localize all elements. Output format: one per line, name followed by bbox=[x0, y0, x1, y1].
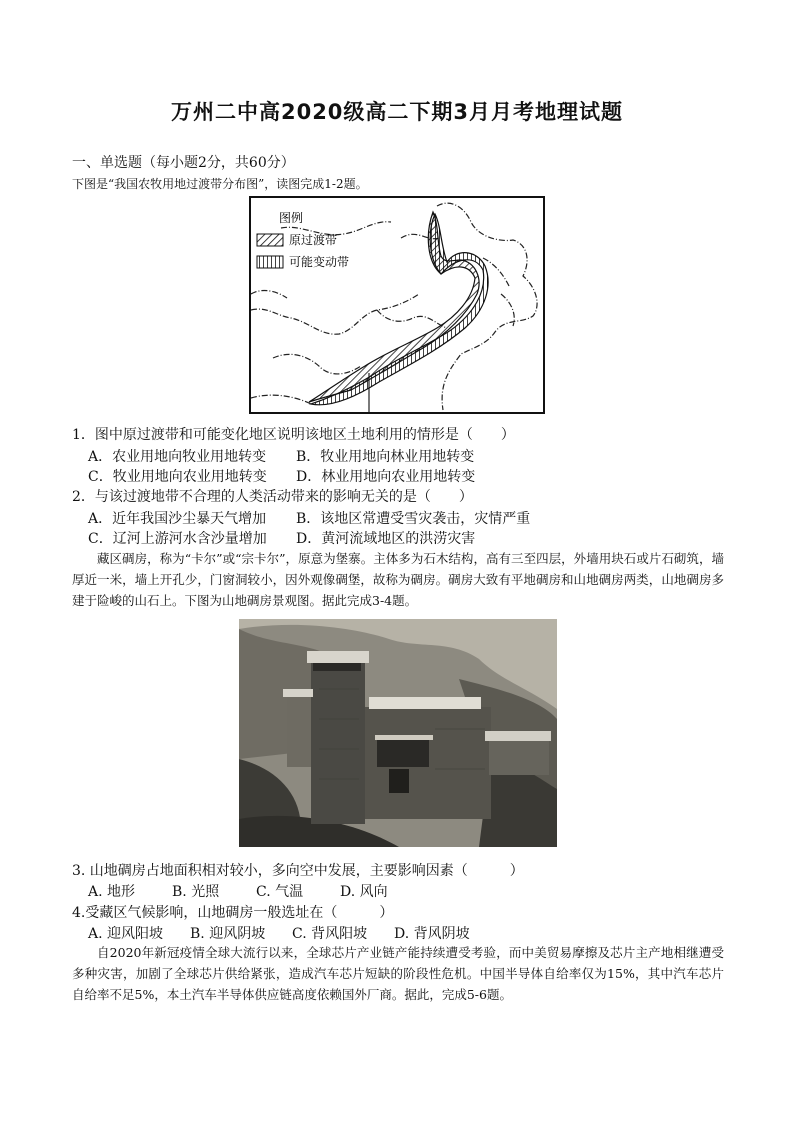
intro-q1-2: 下图是“我国农牧用地过渡带分布图”，读图完成1-2题。 bbox=[72, 177, 368, 191]
q2-option-a[interactable]: A．近年我国沙尘暴天气增加 bbox=[88, 511, 267, 527]
q1-option-b[interactable]: B．牧业用地向林业用地转变 bbox=[296, 449, 475, 465]
intro-q3-4: 藏区碉房，称为“卡尔”或“宗卡尔”，原意为堡寨。主体多为石木结构，高有三至四层，外墙用块石或片石砌筑，墙厚近一米，墙上开孔少，门窗洞较小，因外观像碉堡，故称为碉房。碉房大致有平地碉房和山地碉房两类，山地碉房多建于险峻的山石上。下图为山地碉房景观图。据此完成3-4题。 bbox=[72, 551, 724, 608]
intro-q5-6: 自2020年新冠疫情全球大流行以来，全球芯片产业链产能持续遭受考验，而中美贸易摩擦及芯片主产地相继遭受多种灾害，加剧了全球芯片供给紧张，造成汽车芯片短缺的阶段性危机。中国半导体自给率仅为15%，其中汽车芯片自给率不足5%，本土汽车半导体供应链高度依赖国外厂商。据此，完成5-6题。 bbox=[72, 945, 724, 1002]
q1-option-c[interactable]: C．牧业用地向农业用地转变 bbox=[88, 469, 267, 485]
photo-drawing bbox=[239, 619, 557, 847]
q4-option-d[interactable]: D. 背风阴坡 bbox=[394, 926, 470, 942]
q2-option-b[interactable]: B．该地区常遭受雪灾袭击，灾情严重 bbox=[296, 511, 531, 527]
q1-option-a[interactable]: A．农业用地向牧业用地转变 bbox=[88, 449, 267, 465]
q2-option-c[interactable]: C．辽河上游河水含沙量增加 bbox=[88, 531, 267, 547]
exam-title: 万州二中高2020级高二下期3月月考地理试题 bbox=[170, 100, 624, 124]
question-2-options-row2 bbox=[88, 528, 475, 548]
question-1-options-row1 bbox=[88, 446, 474, 466]
q1-option-d[interactable]: D．林业用地向农业用地转变 bbox=[296, 469, 476, 485]
legend-swatch-original bbox=[257, 234, 283, 246]
map-drawing bbox=[251, 198, 543, 412]
legend-label-original: 原过渡带 bbox=[289, 233, 338, 247]
q4-option-c[interactable]: C. 背风阳坡 bbox=[292, 926, 368, 942]
question-1-options-row2 bbox=[88, 466, 475, 486]
q3-option-d[interactable]: D. 风向 bbox=[340, 884, 388, 900]
q2-option-d[interactable]: D．黄河流域地区的洪涝灾害 bbox=[296, 531, 476, 547]
question-2-options-row1 bbox=[88, 508, 530, 528]
q3-option-b[interactable]: B. 光照 bbox=[172, 884, 220, 900]
q4-option-a[interactable]: A. 迎风阳坡 bbox=[88, 926, 164, 942]
section-heading: 一、单选题（每小题2分，共60分） bbox=[72, 155, 295, 171]
q4-option-b[interactable]: B. 迎风阴坡 bbox=[190, 926, 266, 942]
q3-option-a[interactable]: A. 地形 bbox=[88, 884, 136, 900]
legend-label-possible: 可能变动带 bbox=[289, 255, 350, 269]
question-3-stem: 3. 山地碉房占地面积相对较小，多向空中发展，主要影响因素（ ） bbox=[72, 863, 524, 879]
q3-option-c[interactable]: C. 气温 bbox=[256, 884, 304, 900]
legend-title: 图例 bbox=[279, 211, 304, 225]
question-3-options bbox=[88, 881, 388, 901]
question-1-stem: 1．图中原过渡带和可能变化地区说明该地区土地利用的情形是（ ） bbox=[72, 427, 515, 443]
land-use-transition-map bbox=[249, 196, 545, 414]
question-2-stem: 2．与该过渡地带不合理的人类活动带来的影响无关的是（ ） bbox=[72, 489, 473, 505]
question-4-stem: 4.受藏区气候影响，山地碉房一般选址在（ ） bbox=[72, 905, 394, 921]
legend-swatch-possible bbox=[257, 256, 283, 268]
question-4-options bbox=[88, 923, 470, 943]
mountain-diaofang-photo bbox=[239, 619, 557, 847]
